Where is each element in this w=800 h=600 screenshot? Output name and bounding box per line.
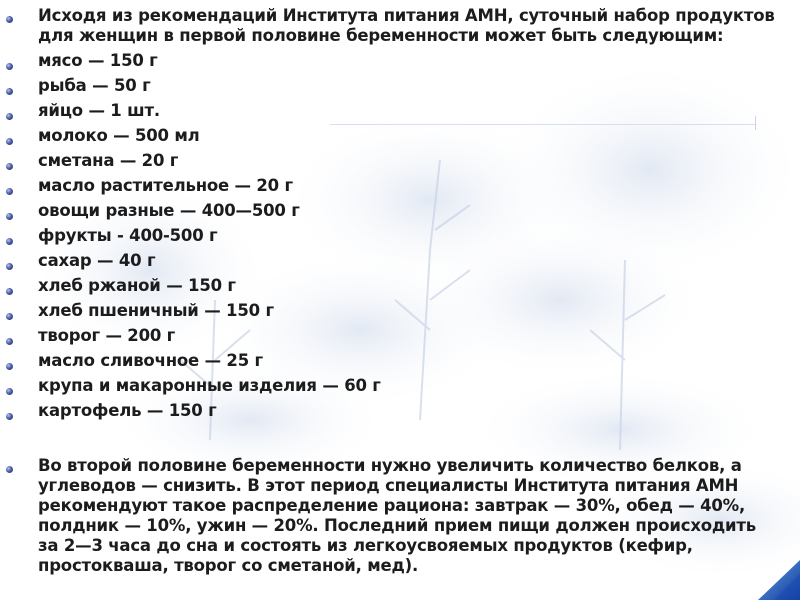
bullet-icon xyxy=(6,388,13,395)
bullet-icon xyxy=(6,163,13,170)
bullet-icon xyxy=(6,466,13,473)
bullet-icon xyxy=(6,313,13,320)
bullet-icon xyxy=(6,63,13,70)
list-item-potato: картофель — 150 г xyxy=(38,401,217,420)
list-item-butter: масло сливочное — 25 г xyxy=(38,351,263,370)
list-item-wheat-bread: хлеб пшеничный — 150 г xyxy=(38,301,274,320)
decorative-rule-end xyxy=(755,116,756,130)
bullet-icon xyxy=(6,338,13,345)
list-item-cereals-pasta: крупа и макаронные изделия — 60 г xyxy=(38,376,381,395)
list-item-sugar: сахар — 40 г xyxy=(38,251,156,270)
second-half-line-4: полдник — 10%, ужин — 20%. Последний прием пищи должен происходить xyxy=(38,516,756,535)
list-item-cottage-cheese: творог — 200 г xyxy=(38,326,176,345)
intro-line-1: Исходя из рекомендаций Института питания АМН, суточный набор продуктов xyxy=(38,6,775,25)
bullet-icon xyxy=(6,88,13,95)
list-item-vegetable-oil: масло растительное — 20 г xyxy=(38,176,293,195)
list-item-rye-bread: хлеб ржаной — 150 г xyxy=(38,276,236,295)
second-half-line-6: простокваша, творог со сметаной, мед). xyxy=(38,556,419,575)
bullet-icon xyxy=(6,138,13,145)
bullet-icon xyxy=(6,363,13,370)
bullet-icon xyxy=(6,413,13,420)
bullet-icon xyxy=(6,16,13,23)
bullet-icon xyxy=(6,263,13,270)
second-half-line-2: углеводов — снизить. В этот период специалисты Института питания АМН xyxy=(38,476,739,495)
bullet-icon xyxy=(6,188,13,195)
list-item-sour-cream: сметана — 20 г xyxy=(38,151,179,170)
bullet-icon xyxy=(6,238,13,245)
bullet-icon xyxy=(6,288,13,295)
list-item-fruits: фрукты - 400-500 г xyxy=(38,226,218,245)
decorative-rule xyxy=(330,124,755,125)
intro-line-2: для женщин в первой половине беременности может быть следующим: xyxy=(38,26,724,45)
bullet-icon xyxy=(6,113,13,120)
second-half-line-1: Во второй половине беременности нужно увеличить количество белков, а xyxy=(38,456,742,475)
list-item-milk: молоко — 500 мл xyxy=(38,126,200,145)
list-item-egg: яйцо — 1 шт. xyxy=(38,101,160,120)
list-item-meat: мясо — 150 г xyxy=(38,51,158,70)
bullet-icon xyxy=(6,213,13,220)
second-half-line-3: рекомендуют такое распределение рациона: завтрак — 30%, обед — 40%, xyxy=(38,496,746,515)
list-item-vegetables: овощи разные — 400—500 г xyxy=(38,201,300,220)
list-item-fish: рыба — 50 г xyxy=(38,76,151,95)
second-half-line-5: за 2—3 часа до сна и состоять из легкоусвояемых продуктов (кефир, xyxy=(38,536,693,555)
